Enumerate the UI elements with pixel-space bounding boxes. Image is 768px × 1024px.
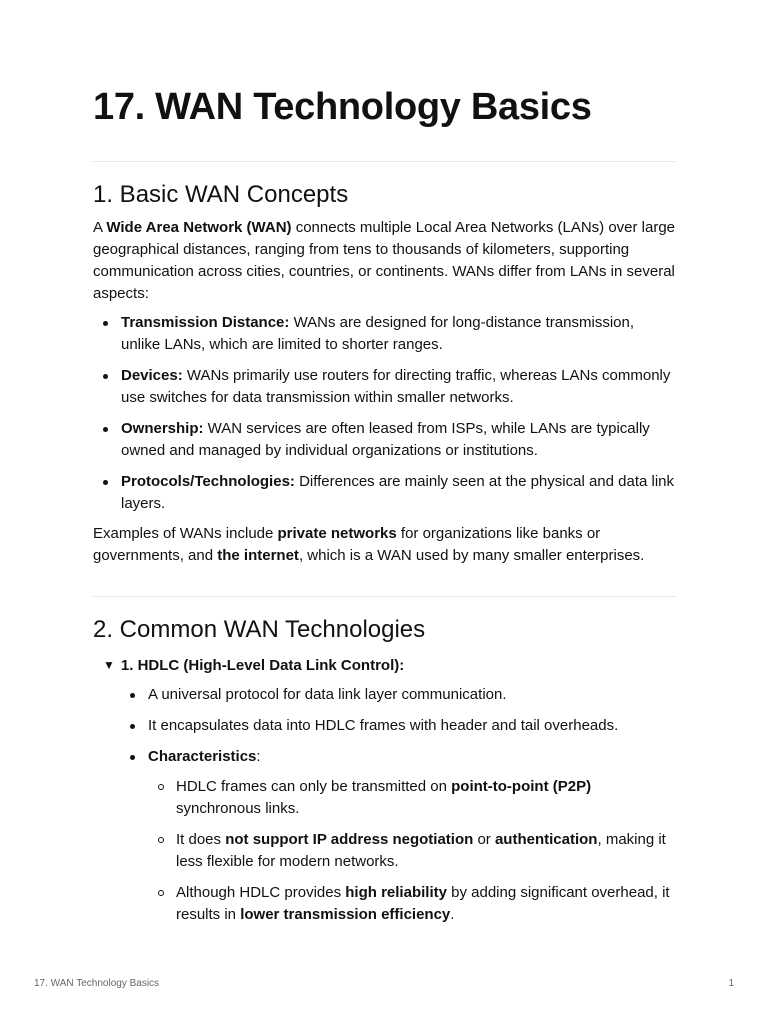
footer-doc-title: 17. WAN Technology Basics <box>34 978 160 989</box>
text-run: by adding significant overhead, it results in <box>176 884 670 923</box>
item-text: : <box>256 748 261 765</box>
bold-term: high reliability <box>345 884 447 901</box>
bold-term: lower transmission efficiency <box>240 906 451 923</box>
footer-page-number: 1 <box>728 978 734 989</box>
triangle-down-icon: ▼ <box>103 658 115 672</box>
bullet-icon <box>103 321 108 326</box>
bullet-icon <box>130 693 135 698</box>
hollow-bullet-icon <box>158 890 164 896</box>
examples-paragraph <box>93 523 676 567</box>
list-item <box>93 365 676 409</box>
list-item <box>93 715 676 737</box>
item-text: WANs are designed for long-distance transmission, unlike LANs, which are limited to shorter ranges. <box>121 314 635 353</box>
intro-paragraph <box>93 217 676 305</box>
bullet-icon <box>103 374 108 379</box>
list-item <box>93 776 676 820</box>
hdlc-list <box>93 684 676 777</box>
list-item <box>93 746 676 768</box>
page-title: 17. WAN Technology Basics <box>93 86 592 128</box>
item-label: Characteristics <box>148 748 257 765</box>
bullet-icon <box>103 480 108 485</box>
list-item <box>93 471 676 515</box>
item-label: Protocols/Technologies: <box>121 473 295 490</box>
hollow-bullet-icon <box>158 837 164 843</box>
text-run: , which is a WAN used by many smaller enterprises. <box>298 547 645 564</box>
list-item <box>93 418 676 462</box>
section-heading-basic-concepts: 1. Basic WAN Concepts <box>93 181 349 208</box>
item-label: Transmission Distance: <box>121 314 290 331</box>
item-text: WAN services are often leased from ISPs, while LANs are typically owned and managed by individual organizations or institutions. <box>121 420 650 459</box>
text-run: HDLC frames can only be transmitted on <box>176 778 452 795</box>
text-run: A <box>93 219 107 236</box>
text-run: , making it less flexible for modern networks. <box>176 831 666 870</box>
item-label: Ownership: <box>121 420 204 437</box>
text-run: Examples of WANs include <box>93 525 278 542</box>
divider <box>93 596 676 597</box>
list-item <box>93 829 676 873</box>
list-item <box>93 684 676 706</box>
text-run: It does <box>176 831 226 848</box>
wan-differences-list <box>93 312 676 524</box>
bold-term: authentication <box>494 831 598 848</box>
text-run: for organizations like banks or governments, and <box>93 525 601 564</box>
bold-term: point-to-point (P2P) <box>451 778 592 795</box>
bold-term: not support IP address negotiation <box>225 831 474 848</box>
bold-term: Wide Area Network (WAN) <box>106 219 292 236</box>
section-heading-common-technologies: 2. Common WAN Technologies <box>93 616 426 643</box>
bullet-icon <box>103 427 108 432</box>
text-run: connects multiple Local Area Networks (LANs) over large geographical distances, ranging from tens to thousands of kilometers, supporting communication across cities, countries, or continents. WANs differ from LANs in several aspects: <box>93 219 676 302</box>
item-label: Devices: <box>121 367 183 384</box>
hollow-bullet-icon <box>158 784 164 790</box>
text-run: or <box>473 831 495 848</box>
bullet-icon <box>130 755 135 760</box>
divider <box>93 161 676 162</box>
list-item <box>93 312 676 356</box>
text-run: synchronous links. <box>176 800 300 817</box>
item-text: Differences are mainly seen at the physical and data link layers. <box>121 473 675 512</box>
bold-term: private networks <box>277 525 397 542</box>
text-run: . <box>450 906 455 923</box>
bold-term: the internet <box>217 547 299 564</box>
list-item <box>93 882 676 926</box>
item-text: A universal protocol for data link layer communication. <box>148 686 507 703</box>
text-run: Although HDLC provides <box>176 884 346 901</box>
hdlc-toggle[interactable] <box>103 654 404 677</box>
item-text: WANs primarily use routers for directing traffic, whereas LANs commonly use switches for data transmission within smaller networks. <box>121 367 671 406</box>
bullet-icon <box>130 724 135 729</box>
characteristics-list <box>93 776 676 935</box>
toggle-label: 1. HDLC (High-Level Data Link Control): <box>120 657 405 674</box>
item-text: It encapsulates data into HDLC frames with header and tail overheads. <box>148 717 619 734</box>
